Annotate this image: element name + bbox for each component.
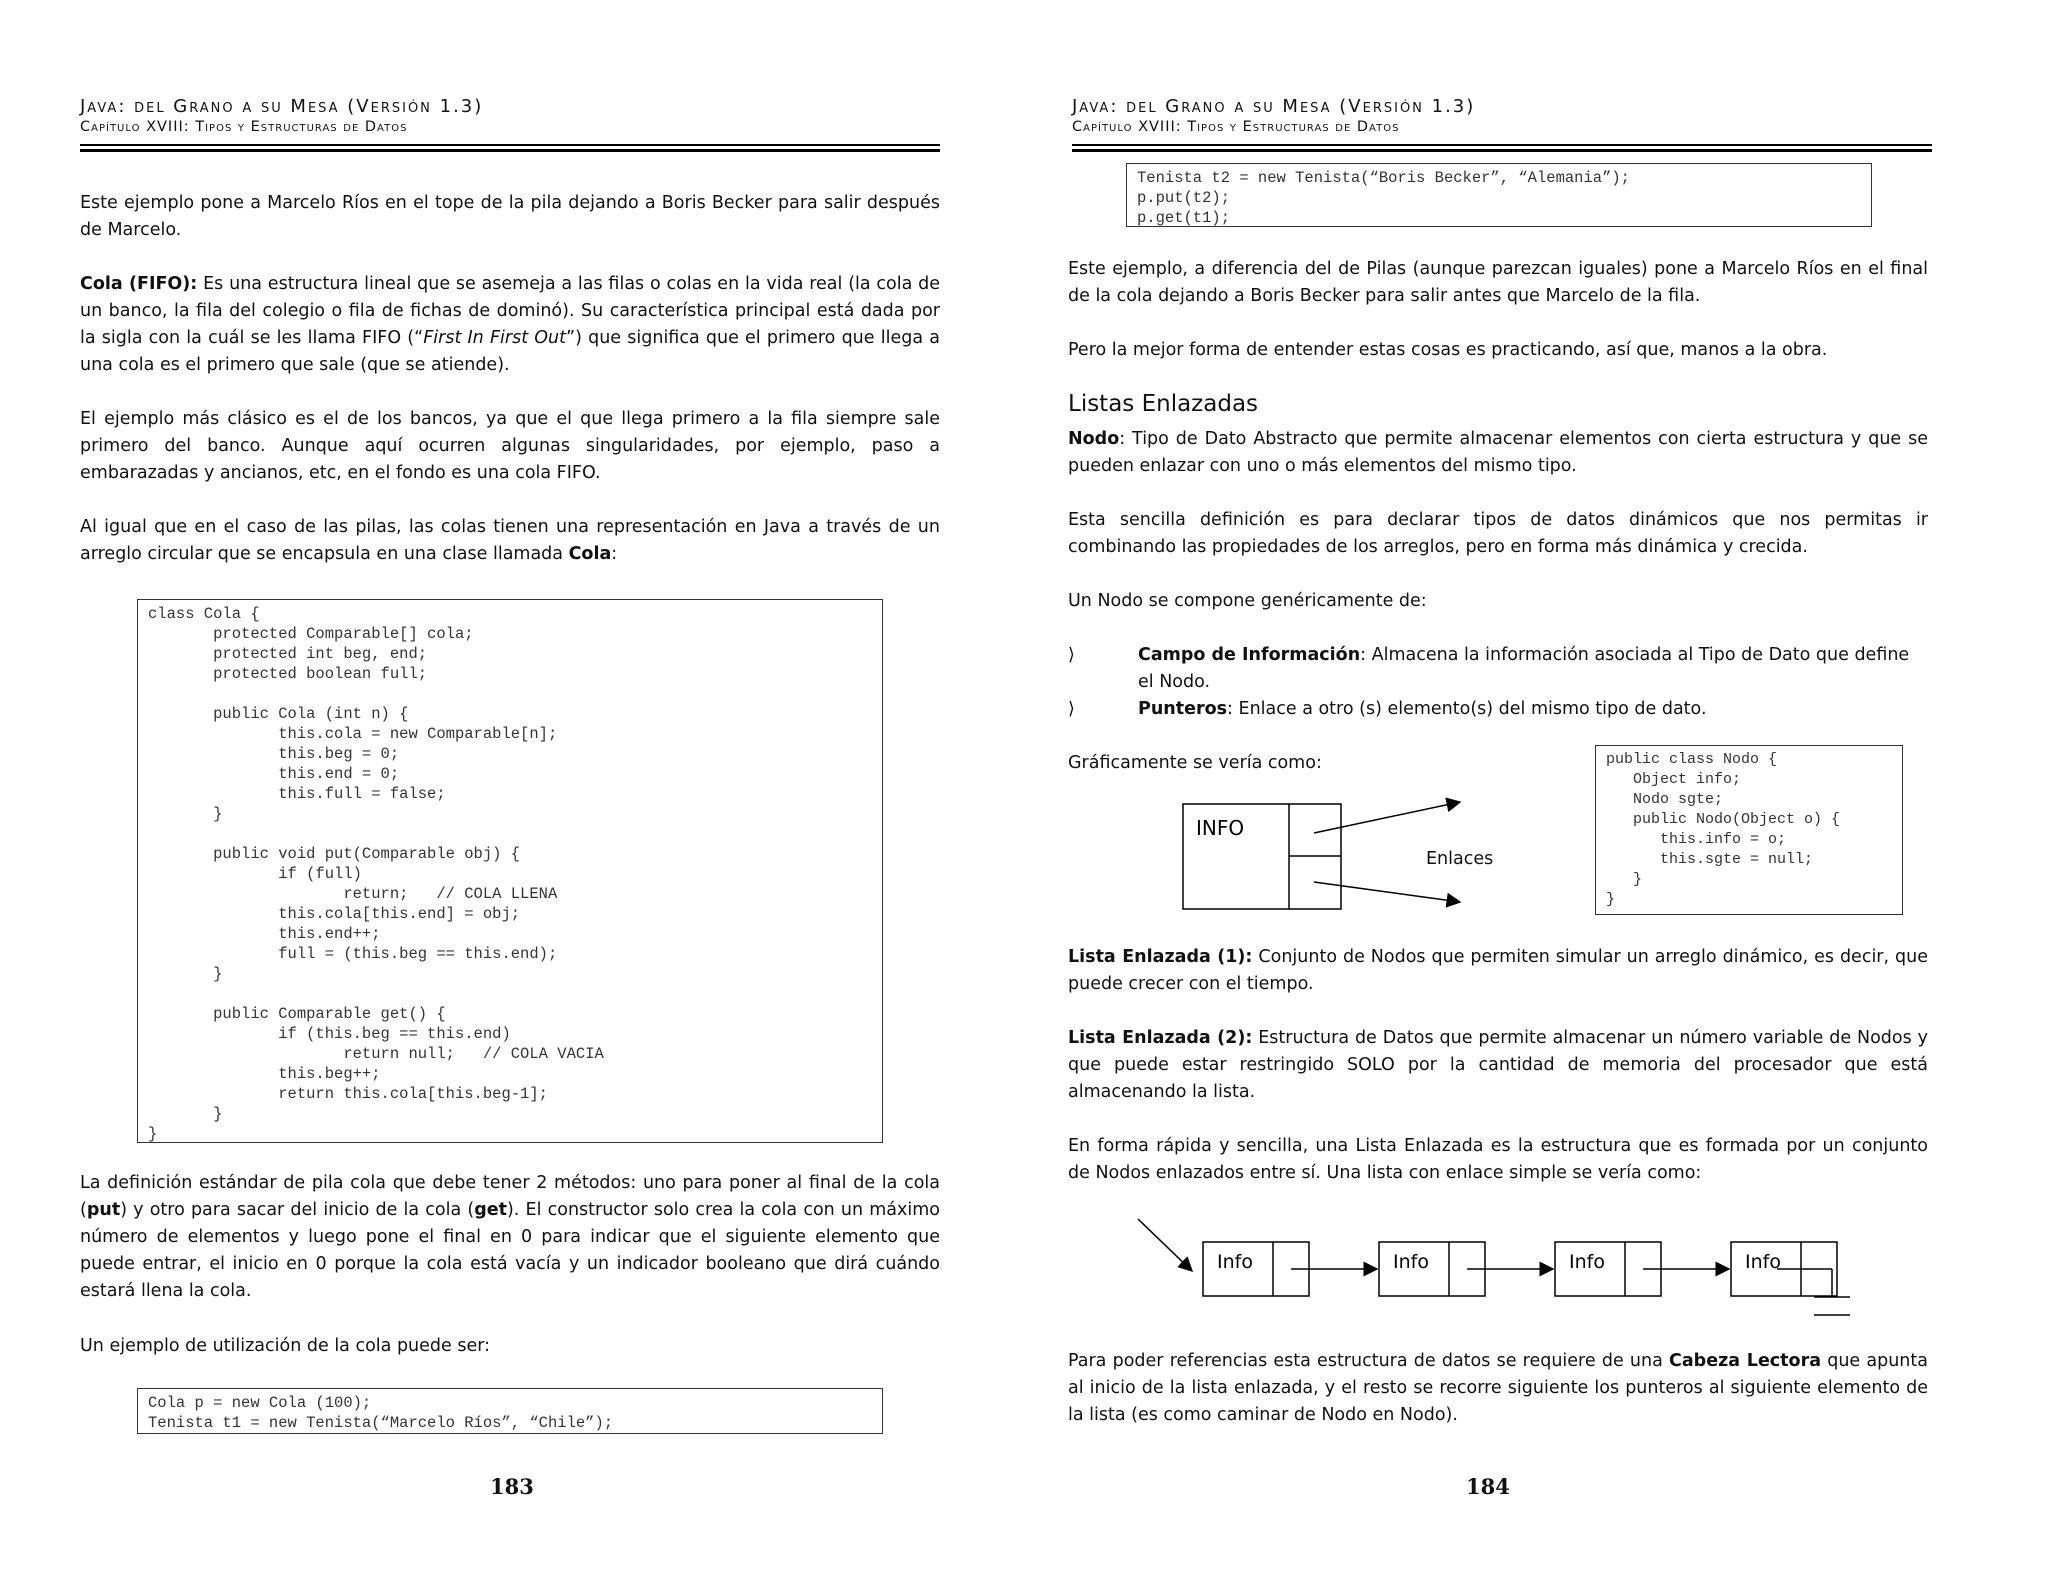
list-node [1555, 1242, 1729, 1296]
paragraph-nodo [1068, 426, 1928, 480]
emphasis: First In First Out [423, 328, 566, 348]
link-arrow [1314, 882, 1460, 902]
header-rule-thick [80, 149, 940, 152]
term: Cabeza Lectora [1669, 1351, 1822, 1371]
book-title: Java: del Grano a su Mesa (Versión 1.3) [1072, 96, 1476, 117]
term: Campo de Información [1138, 645, 1361, 665]
paragraph-cola-fifo [80, 271, 940, 379]
paragraph: Gráficamente se vería como: [1068, 753, 1322, 773]
paragraph [1068, 944, 1928, 998]
term: Lista Enlazada (2): [1068, 1028, 1253, 1048]
text: Al igual que en el caso de las pilas, las colas tienen una representación en Java a través de un arreglo circular que se encapsula en una clase llamada [80, 517, 940, 564]
bullet-icon: ⟩ [1068, 645, 1075, 665]
paragraph: Un Nodo se compone genéricamente de: [1068, 591, 1427, 611]
text: Conjunto de Nodos que permiten simular un arreglo dinámico, es decir, que puede crecer con el tiempo. [1068, 947, 1928, 994]
list-node-label: Info [1745, 1251, 1781, 1273]
term: Lista Enlazada (1): [1068, 947, 1253, 967]
term: put [86, 1200, 121, 1220]
code-block-example: Cola p = new Cola (100); Tenista t1 = new Tenista(“Marcelo Ríos”, “Chile”); [137, 1388, 883, 1434]
text: ”) que significa que el primero que llega a una cola es el primero que sale (que se atiende). [80, 328, 940, 375]
list-node-label: Info [1217, 1251, 1253, 1273]
list-item [1068, 642, 1928, 696]
term: Nodo [1068, 429, 1120, 449]
text: Estructura de Datos que permite almacenar un número variable de Nodos y que puede estar restringido SOLO por la cantidad de memoria del procesador que está almacenando la lista. [1068, 1028, 1928, 1102]
link-arrow [1314, 802, 1460, 833]
bullet-icon: ⟩ [1068, 699, 1075, 719]
list-node-label: Info [1569, 1251, 1605, 1273]
paragraph [1068, 1025, 1928, 1106]
chapter-title: Capítulo XVIII: Tipos y Estructuras de Datos [1072, 119, 1400, 135]
book-title: Java: del Grano a su Mesa (Versión 1.3) [80, 96, 484, 117]
page-number: 183 [490, 1474, 534, 1499]
info-label: INFO [1196, 816, 1245, 840]
text: ). El constructor solo crea la cola con un máximo número de elementos y luego pone el final en 0 para indicar que el siguiente elemento que puede entrar, el inicio en 0 porque la cola está vacía y un indicador booleano que dirá cuándo estará llena la cola. [80, 1200, 940, 1301]
chapter-title: Capítulo XVIII: Tipos y Estructuras de Datos [80, 119, 408, 135]
linked-list-diagram [1124, 1205, 1924, 1325]
links-label: Enlaces [1426, 849, 1494, 869]
list-node [1379, 1242, 1553, 1296]
text: Es una estructura lineal que se asemeja a las filas o colas en la vida real (la cola de un banco, la fila del colegio o fila de fichas de dominó). Su característica principal está dada por la sigla con la cuál se les llama FIFO (“ [80, 274, 941, 348]
text: : Almacena la información asociada al Tipo de Dato que define el Nodo. [1138, 645, 1910, 692]
list-node-label: Info [1393, 1251, 1429, 1273]
header-rule [80, 144, 940, 146]
text: La definición estándar de pila cola que debe tener 2 métodos: uno para poner al final de la cola ( [80, 1173, 940, 1220]
term: Punteros [1138, 699, 1228, 719]
paragraph [80, 1170, 940, 1305]
page-header [1072, 96, 1932, 136]
page-header [80, 96, 940, 136]
paragraph: Un ejemplo de utilización de la cola puede ser: [80, 1336, 491, 1356]
section-heading: Listas Enlazadas [1068, 391, 1259, 417]
text: ) y otro para sacar del inicio de la cola ( [120, 1200, 475, 1220]
paragraph: En forma rápida y sencilla, una Lista Enlazada es la estructura que es formada por un conjunto de Nodos enlazados entre sí. Una lista con enlace simple se vería como: [1068, 1136, 1928, 1183]
paragraph: Este ejemplo pone a Marcelo Ríos en el tope de la pila dejando a Boris Becker para salir después de Marcelo. [80, 193, 940, 240]
paragraph [80, 514, 940, 568]
term: get [474, 1200, 507, 1220]
paragraph [1068, 1348, 1928, 1429]
term: Cola (FIFO): [80, 274, 198, 294]
list-item-text [1138, 642, 1928, 696]
text: Para poder referencias esta estructura de datos se requiere de una [1068, 1351, 1670, 1371]
paragraph: Esta sencilla definición es para declarar tipos de datos dinámicos que nos permitas ir combinando las propiedades de los arreglos, pero en forma más dinámica y crecida. [1068, 510, 1928, 557]
list-node [1203, 1242, 1377, 1296]
term: Cola [568, 544, 612, 564]
header-rule-thick [1072, 149, 1932, 152]
paragraph: El ejemplo más clásico es el de los bancos, ya que el que llega primero a la fila siempre sale primero del banco. Aunque aquí ocurren algunas singularidades, por ejemplo, paso a embarazadas y ancianos, etc, en el fondo es una cola FIFO. [80, 409, 940, 483]
list-item [1068, 696, 1928, 723]
text: : Tipo de Dato Abstracto que permite almacenar elementos con cierta estructura y que se pueden enlazar con uno o más elementos del mismo tipo. [1068, 429, 1928, 476]
code-block-nodo-class: public class Nodo { Object info; Nodo sgte; public Nodo(Object o) { this.info = o; this.sgte = null; } } [1595, 745, 1903, 915]
right-page [1024, 0, 2048, 1582]
paragraph: Este ejemplo, a diferencia del de Pilas (aunque parezcan iguales) pone a Marcelo Ríos en el final de la cola dejando a Boris Becker para salir antes que Marcelo de la fila. [1068, 259, 1928, 306]
head-pointer-arrow [1138, 1219, 1192, 1271]
text: : Enlace a otro (s) elemento(s) del mismo tipo de dato. [1227, 699, 1707, 719]
list-item-text [1138, 696, 1928, 723]
code-block-cola-class: class Cola { protected Comparable[] cola; protected int beg, end; protected boolean full; public Cola (int n) { this.cola = new Comparable[n]; this.beg = 0; this.end = 0; this.full = false; } public void put(Comparable obj) { if (full) return; // COLA LLENA this.cola[this.end] = obj; this.end++; full = (this.beg == this.end); } public Comparable get() { if (this.beg == this.end) return null; // COLA VACIA this.beg++; return this.cola[this.beg-1]; } } [137, 599, 883, 1143]
text: : [611, 544, 618, 564]
page-number: 184 [1466, 1474, 1510, 1499]
paragraph: Pero la mejor forma de entender estas cosas es practicando, así que, manos a la obra. [1068, 340, 1828, 360]
header-rule [1072, 144, 1932, 146]
code-block-continuation: Tenista t2 = new Tenista(“Boris Becker”, “Alemania”); p.put(t2); p.get(t1); [1126, 163, 1872, 227]
text: que apunta al inicio de la lista enlazada, y el resto se recorre siguiente los punteros al siguiente elemento de la lista (es como caminar de Nodo en Nodo). [1068, 1351, 1928, 1425]
